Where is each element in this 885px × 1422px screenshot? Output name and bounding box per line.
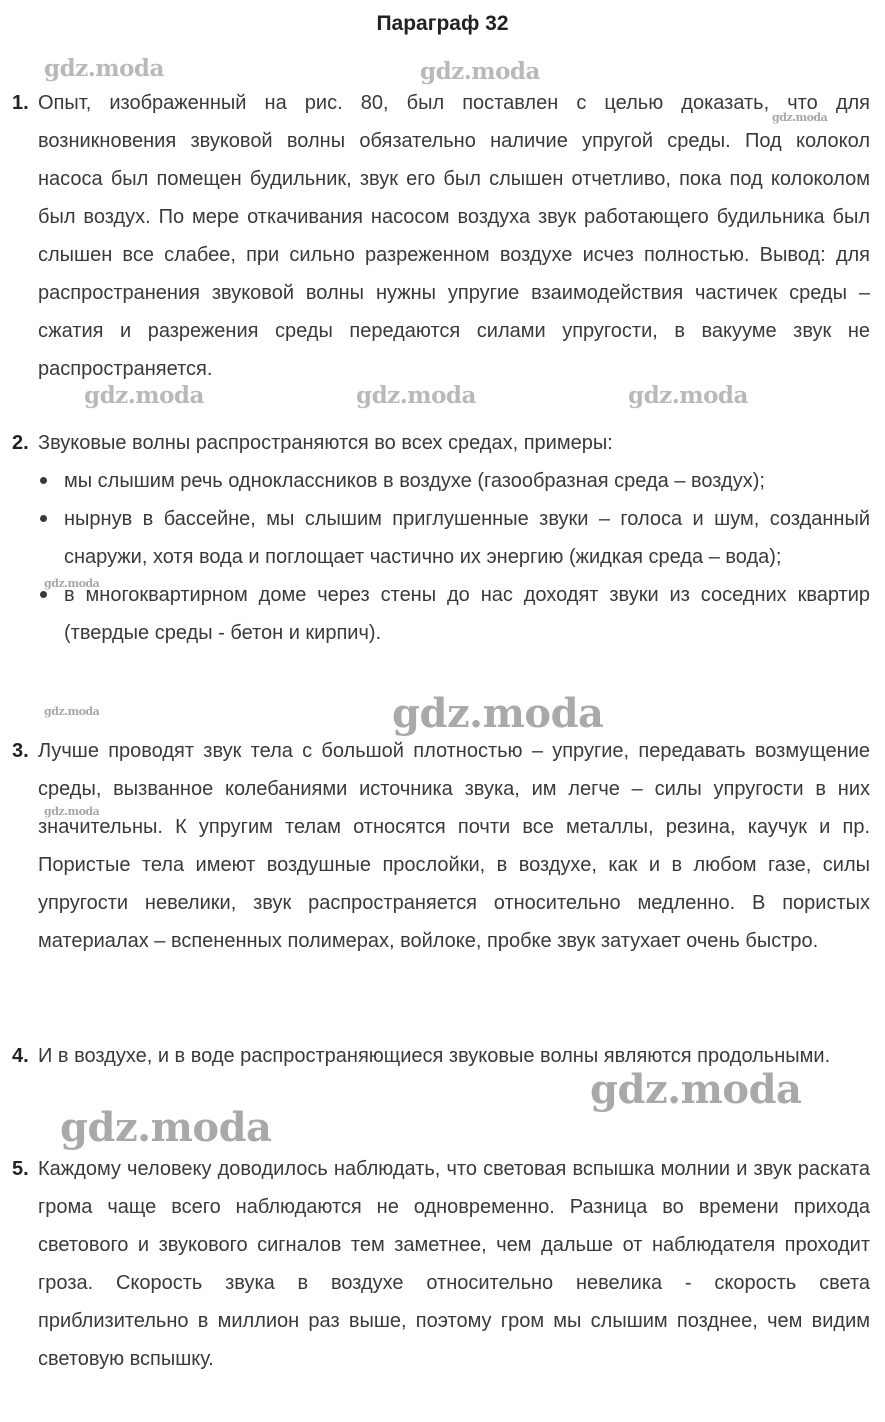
answer-1	[12, 84, 870, 388]
watermark-logo: gdz.moda	[420, 58, 540, 85]
list-item-text: нырнув в бассейне, мы слышим приглушенные звуки – голоса и шум, созданный снаружи, хотя вода и поглощает частично их энергию (жидкая среда – вода);	[64, 508, 870, 568]
watermark-logo: gdz.moda	[392, 690, 604, 737]
list-item-text: в многоквартирном доме через стены до нас доходят звуки из соседних квартир (твердые среды - бетон и кирпич).	[64, 584, 870, 644]
watermark-logo: gdz.moda	[44, 705, 100, 718]
bullet-icon	[40, 515, 47, 522]
watermark-logo: gdz.moda	[590, 1066, 802, 1113]
bullet-icon	[40, 591, 47, 598]
watermark-logo: gdz.moda	[44, 55, 164, 82]
answer-number: 4.	[12, 1045, 29, 1067]
page-title: Параграф 32	[376, 12, 509, 35]
answer-5	[12, 1150, 870, 1378]
watermark-logo: gdz.moda	[60, 1104, 272, 1151]
list-item	[38, 500, 870, 576]
list-item	[38, 462, 870, 500]
watermark-logo: gdz.moda	[628, 382, 748, 409]
answer-text: Каждому человеку доводилось наблюдать, что световая вспышка молнии и звук раската грома чаще всего наблюдаются не одновременно. Разница во времени прихода светового и звукового сигналов тем заметнее, чем дальше от наблюдателя проходит гроза. Скорость звука в воздухе относительно невелика - скорость света приблизительно в миллион раз выше, поэтому гром мы слышим позднее, чем видим световую вспышку.	[38, 1158, 870, 1370]
answer-text: Лучше проводят звук тела с большой плотностью – упругие, передавать возмущение среды, вызванное колебаниями источника звука, им легче – силы упругости в них значительны. К упругим телам относятся почти все металлы, резина, каучук и пр. Пористые тела имеют воздушные прослойки, в воздухе, как и в любом газе, силы упругости невелики, звук распространяется относительно медленно. В пористых материалах – вспененных полимерах, войлоке, пробке звук затухает очень быстро.	[38, 740, 870, 952]
watermark-logo: gdz.moda	[772, 111, 828, 124]
watermark-logo: gdz.moda	[84, 382, 204, 409]
watermark-logo: gdz.moda	[44, 577, 100, 590]
watermark-logo: gdz.moda	[356, 382, 476, 409]
answer-text: И в воздухе, и в воде распространяющиеся звуковые волны являются продольными.	[38, 1045, 831, 1067]
answer-number: 1.	[12, 92, 29, 114]
answer-3	[12, 732, 870, 960]
list-item-text: мы слышим речь одноклассников в воздухе (газообразная среда – воздух);	[64, 470, 765, 492]
answer-number: 3.	[12, 740, 29, 762]
answer-number: 2.	[12, 432, 29, 454]
answer-2	[12, 424, 870, 652]
bullet-icon	[40, 477, 47, 484]
answer-text: Опыт, изображенный на рис. 80, был поставлен с целью доказать, что для возникновения звуковой волны обязательно наличие упругой среды. Под колокол насоса был помещен будильник, звук его был слышен отчетливо, пока под колоколом был воздух. По мере откачивания насосом воздуха звук работающего будильника был слышен все слабее, при сильно разреженном воздухе исчез полностью. Вывод: для распространения звуковой волны нужны упругие взаимодействия частичек среды – сжатия и разрежения среды передаются силами упругости, в вакууме звук не распространяется.	[38, 92, 870, 380]
list-item	[38, 576, 870, 652]
answer-lead: Звуковые волны распространяются во всех средах, примеры:	[38, 432, 613, 454]
watermark-logo: gdz.moda	[44, 805, 100, 818]
answer-number: 5.	[12, 1158, 29, 1180]
